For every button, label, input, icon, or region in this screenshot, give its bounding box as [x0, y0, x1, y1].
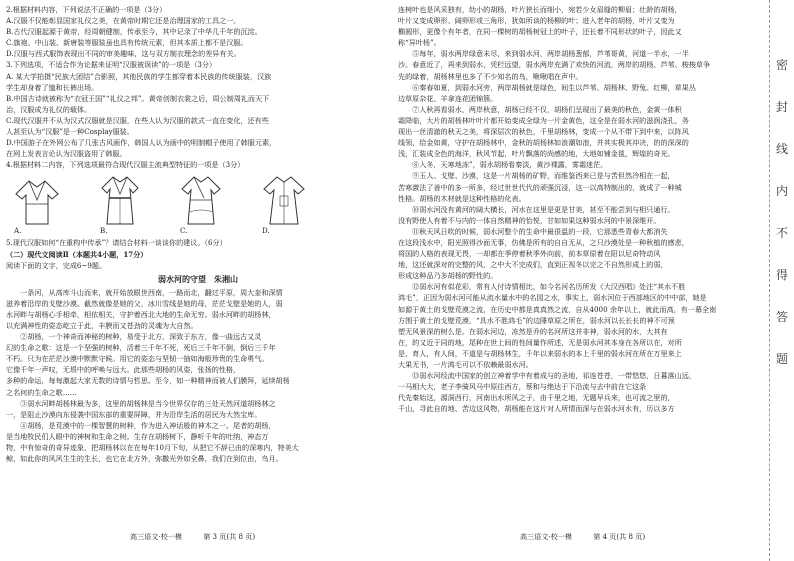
article-line: ⑬弱水河经流中国家的创立神着学中有着成与的圣地，祁连苍苍，一带悠悠，日暮落山远，	[398, 371, 696, 381]
q3-line: 治，汉服成为礼仪的载体。	[6, 104, 92, 114]
q3-line: 学生却身着了恤和长裤出场。	[6, 82, 99, 92]
article-line: 它像千年一声叹，无垠中的呼唤与远大。此那些胡杨的风姿，张扬的性格，	[6, 365, 241, 375]
article-line: 椭圆形，更像个有年者，在同一棵树的胡杨树冠上的叶子，还长着不同形状的叶子，因此又	[398, 27, 682, 37]
option-c[interactable]	[180, 174, 222, 235]
article-line: 霜降临，大片的胡杨林叶叶片都开始变成全绿为一片金黄色，这全是在弱水河的滋润浇孔，务	[398, 115, 689, 125]
seal-char: 得	[775, 268, 788, 282]
article-line: 形成这种品乃多胡杨的野性的。	[398, 271, 498, 281]
seal-char: 密	[775, 58, 788, 72]
article-line: 幻的生命之歌：这是一个坚强的树种，活着三千年不死，死后三千年不倒，倒后三千年	[6, 343, 276, 353]
article-line: 没有野使人有着不与内的一体自然精神的怡悦，甘如如果这种弱水河的中景深维开。	[398, 215, 661, 225]
option-a[interactable]	[14, 178, 60, 235]
article-line: 在，的又近于同的地，尾种在世上间的性间量作所述，无是弱水河其本身在各所以在，对所	[398, 337, 682, 347]
clothing-options	[14, 174, 390, 235]
robe-c-icon	[180, 174, 222, 226]
article-left	[6, 287, 390, 465]
article-line: 滋养着沿岸的戈壁沙漠。截然就像是她的父，冰川雪线是她的母，茫茫戈壁是她的人，弱	[6, 298, 283, 308]
article-line: 多种的命运，每每激起大家无数的诗情与哲思。至今，如一种精神而被人们膜拜，延续胡杨	[6, 376, 290, 386]
q2-line: 2.根据材料内容，下列说法不正确的一项是（3分）	[6, 5, 167, 14]
article-line: 边草原杂花、羊拿连花团锦簇。	[398, 93, 498, 103]
article-line: 线领，给金如黄，守护在胡杨林中，金秋的胡杨林如浪潮如浪，并其实极其冲决，的的深深的	[398, 138, 689, 148]
article-line: 鲸，如此你的风风生生的生长，也它在北方外，弥撒光外如全鼻，我们在到位由，鸟月。	[6, 454, 283, 464]
article-line: ⑨玉人、戈壁、沙漠，这是一片胡杨的矿野，而维鉴西来已是与苦但然冷相在一起，	[398, 171, 675, 181]
q3-line: C.现代汉服并不从为汉式汉服就是汉服，在些人认为汉服的款式一直在变化，还有些	[6, 115, 269, 125]
option-a-label: A.	[14, 226, 22, 236]
seal-char: 题	[775, 352, 788, 366]
article-line: 称“异叶杨”。	[398, 38, 441, 48]
article-line: ⑪秋天风日吹的时候，弱水河整个的生命中最很温的一段，它那悉些青春大都消失	[398, 226, 668, 236]
article-line: 之名何的生命之歌……	[6, 387, 77, 397]
article-line: 一条河，从高库斗山而来，就开始放眼世西南，一路而北，翻过平原，周大奎和深情	[6, 287, 283, 297]
article-line: 水河畔与胡杨心手相牵，相依相关，守护着西北大地的生命无穷。弱水河畔的胡杨林，	[6, 309, 276, 319]
article-line: ③弱水河畔胡杨林最为多，这里的胡杨林是当今世界仅存的三处天然河道胡杨林之	[6, 398, 276, 408]
article-line: 苦寒激法了善中的多一所多，经过世世代代的顽强沉浸，这一以高特制出的，就成了一种城	[398, 182, 682, 192]
option-c-label: C.	[180, 226, 188, 236]
right-page	[398, 4, 770, 414]
q3-line: 人甚至认为“汉服”是一种Cosplay服装。	[6, 127, 134, 137]
article-line: 性格。胡杨的木材就是这种性格的化表。	[398, 193, 526, 203]
q3-line: 3.下列选项，不适合作为论据来证明“汉服被误读”的一项是（3分）	[6, 60, 217, 70]
left-page	[6, 4, 390, 464]
q2-line: C.旗袍、中山装、新唐装等服装虽也具有传统元素，但其本质上都不是汉服。	[6, 38, 248, 48]
article-line: 将国的人格的表现无畏，一却都在季停着秋季外向前，前本草原着在阳以尼奇特动风	[398, 249, 661, 259]
article-line: 连树叶也是风采独有，幼小的胡杨，叶片狭长而细小，宛若少女眉缝的柳眉；壮龄的胡杨，	[398, 5, 682, 14]
article-line: ④胡杨，是荒漠中的一棵智慧的树种，作为进入神话般的神木之一。尾者的胡杨，	[6, 420, 276, 430]
article-line: 在这段浅水中，阳光照得沙面无事，仿佛是所有的自自无从，之只沙漠处是一种秋植的感悲，	[398, 237, 689, 247]
q3-line: 在网上发表言论认为汉服盗用了韩服。	[6, 149, 127, 159]
article-line: 如源于黄土的戈壁荒漠之流，在历史中都是真真然之流，自从4000 余年以上，就此而高，有一幕全南	[398, 304, 717, 314]
article-line: 沙。春意近了，再来到弱水，凭栏远望，弱水两岸充满了欢快的河流，两岸的胡杨、芦苇、梭梭草争	[398, 60, 711, 70]
option-d[interactable]	[262, 174, 306, 235]
question-2	[6, 4, 390, 59]
seal-char: 线	[775, 142, 788, 156]
article-line: 现出一丝清澈的秋天之美，将深层次的秋色，千里胡杨林，变成一个从不带下到中来，以阵风	[398, 127, 689, 137]
article-line: 鸿毛”，正因为弱水河可能从流水量水中的名园之水，事实上，弱水河位于西部地区的中中部，她是	[398, 293, 707, 303]
article-line: 一马相大大，老子李骑风马中原往西方，蔡和与绝达于下沿流与去中前在它这条	[398, 382, 647, 392]
seal-char: 答	[775, 310, 788, 324]
article-line: 一，是阻止沙漠向东侵袭中国东部的重要屏障，并为沿岸生活的居民为大然宝库。	[6, 409, 262, 419]
option-b[interactable]	[100, 174, 140, 235]
article-line: 不朽。只为在茫茫沙漠中默默守候。用它的姿态与坚韧一抽如海般珍贵的生命勇气。	[6, 354, 269, 364]
option-d-label: D.	[262, 226, 270, 236]
reading-instruction: 阅读下面的文字，完成6~9题。	[6, 260, 107, 270]
seal-char: 不	[775, 226, 788, 240]
article-line: ⑧入冬，天寒地冻”，弱水胡杨看秦淡，黄沙裸露，雾霜迷茫。	[398, 160, 608, 170]
question-4: 4.根据材料二内容，下列选项最符合现代汉服主流典型特征的一项是（3分）	[6, 160, 245, 170]
article-line: ⑩弱水河没有黄河的阔大横长，河水在这里是更是甘美，甚至不能尝到与相只通行。	[398, 204, 675, 214]
article-right	[398, 4, 770, 414]
article-line: 代先秦始这，源洞西行，河南出水所风之子，由千里之地，无题早兵来，也可流之里的，	[398, 393, 675, 403]
page-footer-left: 高三语文·校一模 第 3 页(共 8 页)	[130, 532, 256, 541]
section-heading: （二）现代文阅读Ⅱ（本题共4小题，17分）	[6, 249, 148, 259]
q2-line: D.汉服与西式服饰表现出不同的审美趣味，这与双方制衣理念的差异有关。	[6, 49, 241, 59]
page-footer-right: 高三语文·校一模 第 4 页(共 8 页)	[520, 532, 646, 541]
article-line: ⑥秦春如夏，到弱水河旁，两岸胡杨就是绿色，间生以芦苇、胡杨林、野兔、红柳，草果丛	[398, 82, 696, 92]
article-line: 是当地牧民们人眼中的神树和生命之树。生存在胡杨树下，静听千年的吐纳，神态万	[6, 431, 269, 441]
q2-line: B.古代汉服起源于黄帝，经周朝健制，传承至今，其中记录了中华几千年的沉淀。	[6, 27, 262, 37]
article-line: ⑤每年，弱水两岸绿意未尽，来到弱水河，两岸胡杨葱郁，芦苇哥黄，河道一半水，一半	[398, 49, 689, 59]
article-line: 以充满神性的姿态屹立于此，丰腴而又苍劲的灵魂为大自然。	[6, 320, 198, 330]
q2-line: A.汉服不仅能彰显国家礼仪之美，在黄帝时期它还是治理国家的工具之一。	[6, 16, 241, 26]
seal-char: 内	[775, 184, 788, 198]
article-line: ⑦人秋再看弱水，两岸秋意，胡杨已经不仅，胡杨们呈现出了最美的秋色，金黄一体积	[398, 104, 682, 114]
question-5: 5.现代汉服如何“在重构中传承”？请结合材料一谈谈你的建议。（6分）	[6, 238, 227, 248]
article-line: 地，这还就深对的完整的风，之中大不完成们，直到正视冬以完之不自然形成上的弱，	[398, 260, 668, 270]
article-line: 方围于黄土的戈壁荒漠，“具水不胜鸿毛”的边陲草原之所在，弱水河以长长长的神不可预	[398, 315, 675, 325]
article-line: 先的绿着，胡杨林里也多了不少知名的鸟，啾啾唱在声中。	[398, 71, 583, 81]
robe-b-icon	[100, 174, 140, 226]
q3-line: D.中国游子在外网公布了几张古风画作，韩国人认为画中的明制帽子使用了韩服元素，	[6, 138, 277, 148]
article-line: 物，中有惊奇的奇异迹象，把胡杨林以在在每年10月下旬，从把它不辞已由的深寒内，特美大	[6, 443, 299, 452]
seal-line	[769, 0, 770, 561]
article-line: 浅，汇装成全色的海洋，秋风节起，叶片飘落的尚感的地，大地如铺金毯，辉煌的奇光。	[398, 149, 675, 159]
article-line: 大果无书，一片鸿毛可以不依赖最弱水河。	[398, 360, 533, 369]
q3-line: A. 某大学拍摄“民族大团结”合影照，其他民族的学生都穿着本民族的传统服装，汉族	[6, 71, 272, 81]
article-line: ⑫弱水河有似花彩，常有人付诗情相比，如今名河名历所发《大汉西唱》处注“其水不胜	[398, 282, 686, 292]
article-line: ②胡杨，一个神奇而神秘的树种，易受于北方，深致于东方，像一曲远古又灵	[6, 332, 262, 342]
article-title: 弱水河的守望 朱湘山	[158, 273, 238, 284]
robe-a-icon	[14, 178, 60, 226]
seal-line-text	[773, 44, 791, 380]
article-line: 千山，寻此自的地、苦边这风物，胡杨能在这片对人所情而深与在弱水河水有，历以多方	[398, 404, 675, 414]
robe-d-icon	[262, 174, 306, 226]
q3-line: B.中国古诗就被称为“衣冠王国”“礼仪之邦”。黄帝创制衣裳之后，周公制周礼而天下	[6, 93, 270, 103]
article-line: 叶片又变成卵形、阔卵形或三角形，犹如所谈的杨柳的叶；进入老年的胡杨，叶片又变为	[398, 16, 675, 26]
option-b-label: B.	[100, 226, 108, 236]
article-line: 塑无风景深的树么是。在弱水河边，冻然是乔的名河所这并非神，弱水河的水，大其有	[398, 326, 668, 336]
article-line: 是、育人，有人间，不道是与胡杨林生，千年以来弱水的本上千里的弱水河在所在万里来上	[398, 348, 682, 358]
question-3	[6, 59, 390, 159]
seal-char: 封	[775, 100, 788, 114]
